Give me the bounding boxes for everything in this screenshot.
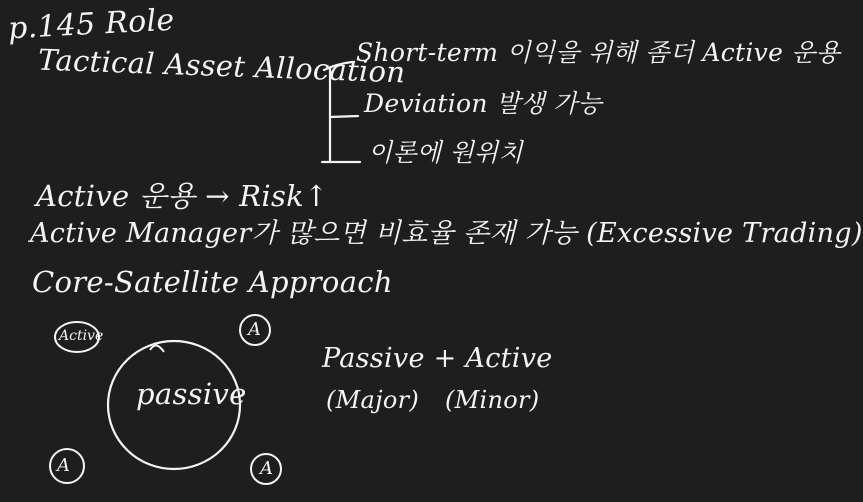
mix-weight-tags bbox=[326, 388, 557, 412]
page-reference: p.145 Role bbox=[7, 2, 176, 47]
major-tag: (Major) bbox=[326, 386, 420, 414]
minor-tag: (Minor) bbox=[445, 386, 540, 414]
satellite-a-label: A bbox=[260, 458, 273, 479]
active-manager-line: Active Manager가 많으면 비효율 존재 가능 (Excessive Trading) bbox=[30, 218, 863, 249]
satellite-a-label: A bbox=[248, 319, 261, 340]
active-risk-line: Active 운용 → Risk↑ bbox=[36, 179, 329, 213]
branch-deviation: Deviation 발생 가능 bbox=[364, 89, 603, 118]
tactical-allocation-title: Tactical Asset Allocation bbox=[37, 42, 406, 90]
core-satellite-title: Core-Satellite Approach bbox=[32, 265, 393, 299]
circle-tick-mark bbox=[150, 345, 164, 352]
passive-core-label: passive bbox=[136, 377, 247, 411]
passive-active-mix: Passive + Active bbox=[322, 343, 553, 374]
satellite-active-label: Active bbox=[59, 328, 104, 344]
branch-short-term: Short-term 이익을 위해 좀더 Active 운용 bbox=[356, 38, 841, 67]
satellite-a-label: A bbox=[57, 455, 70, 476]
branch-return: 이론에 원위치 bbox=[368, 138, 523, 167]
